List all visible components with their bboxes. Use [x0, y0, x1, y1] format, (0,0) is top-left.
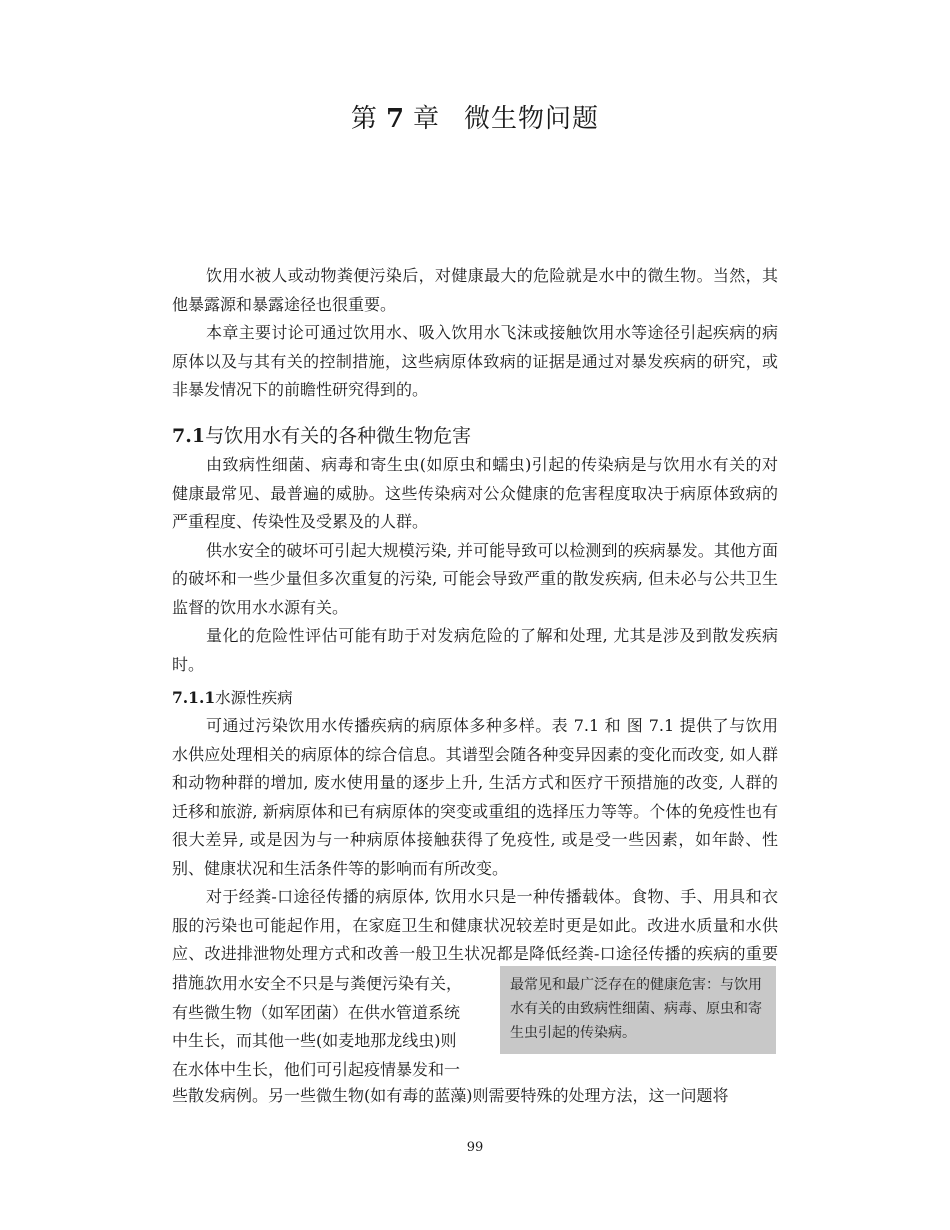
wrapped-line: 饮用水安全不只是与粪便污染有关，	[206, 974, 463, 993]
wrapped-line: 中生长，而其他一些(如麦地那龙线虫)则	[172, 1031, 457, 1050]
subsection-paragraph: 对于经粪-口途径传播的病原体, 饮用水只是一种传播载体。食物、手、用具和衣服的污染也可能起作用，在家庭卫生和健康状况较差时更是如此。改进水质量和水供应、改进排泄物处理方式和改善一般卫生状况都是降低经粪-口途径传播的疾病的重要措施。	[172, 887, 778, 992]
chapter-title	[0, 98, 950, 135]
continuation-line: 些散发病例。另一些微生物(如有毒的蓝藻)则需要特殊的处理方法，这一问题将	[172, 1086, 729, 1105]
intro-paragraph: 饮用水被人或动物粪便污染后，对健康最大的危险就是水中的微生物。当然，其他暴露源和暴露途径也很重要。	[172, 266, 778, 314]
wrapped-line: 有些微生物（如军团菌）在供水管道系统	[172, 1002, 461, 1022]
continuation-block	[172, 1082, 778, 1111]
section-number: 7.1	[172, 425, 206, 447]
section-7-1	[172, 421, 778, 679]
subsection-title: 水源性疾病	[215, 689, 293, 707]
chapter-suffix: 章	[413, 104, 441, 134]
subsection-number: 7.1.1	[172, 688, 216, 707]
page-number: 99	[466, 1140, 484, 1155]
chapter-number: 7	[385, 104, 406, 134]
intro-paragraph: 本章主要讨论可通过饮用水、吸入饮用水飞沫或接触饮用水等途径引起疾病的病原体以及与其有关的控制措施，这些病原体致病的证据是通过对暴发疾病的研究，或非暴发情况下的前瞻性研究得到的。	[172, 323, 778, 399]
subsection-heading	[172, 684, 778, 712]
chapter-name: 微生物问题	[464, 104, 600, 134]
callout-text: 最常见和最广泛存在的健康危害：与饮用水有关的由致病性细菌、病毒、原虫和寄生虫引起的传染病。	[510, 977, 762, 1041]
section-7-1-1	[172, 684, 778, 997]
section-paragraph: 由致病性细菌、病毒和寄生虫(如原虫和蠕虫)引起的传染病是与饮用水有关的对健康最常见、最普遍的威胁。这些传染病对公众健康的危害程度取决于病原体致病的严重程度、传染性及受累及的人群。	[172, 455, 778, 531]
section-paragraph: 供水安全的破坏可引起大规模污染, 并可能导致可以检测到的疾病暴发。其他方面的破坏和一些少量但多次重复的污染, 可能会导致严重的散发疾病, 但未必与公共卫生监督的饮用水水源有关。	[172, 540, 778, 617]
section-heading	[172, 421, 778, 451]
section-title: 与饮用水有关的各种微生物危害	[205, 425, 472, 447]
subsection-paragraph: 可通过污染饮用水传播疾病的病原体多种多样。表 7.1 和 图 7.1 提供了与饮用水供应处理相关的病原体的综合信息。其谱型会随各种变异因素的变化而改变, 如人群和动物种群的增加, 废水使用量的逐步上升, 生活方式和医疗干预措施的改变, 人群的迁移和旅游, 新病原体和已有病原体的突变或重组的选择压力等等。个体的免疫性也有很大差异, 或是因为与一种病原体接触获得了免疫性, 或是受一些因素，如年龄、性别、健康状况和生活条件等的影响而有所改变。	[172, 716, 778, 878]
callout-box	[500, 966, 776, 1054]
section-paragraph: 量化的危险性评估可能有助于对发病危险的了解和处理, 尤其是涉及到散发疾病时。	[172, 626, 778, 674]
wrapped-line: 在水体中生长，他们可引起疫情暴发和一	[172, 1059, 461, 1079]
intro-block	[172, 262, 778, 405]
chapter-prefix: 第	[350, 104, 378, 134]
